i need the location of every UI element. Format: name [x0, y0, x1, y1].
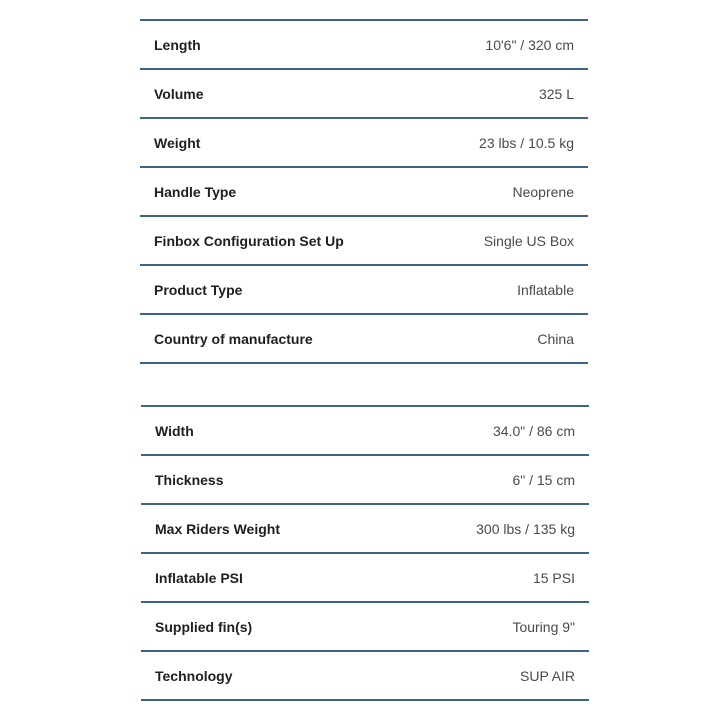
spec-value: 300 lbs / 135 kg	[476, 520, 575, 537]
spec-value: Neoprene	[512, 183, 574, 200]
spec-label: Max Riders Weight	[155, 520, 280, 537]
spec-table-primary	[140, 19, 588, 364]
spec-row-product-type	[140, 266, 588, 315]
spec-row-inflatable-psi	[141, 554, 589, 603]
spec-row-max-riders-weight	[141, 505, 589, 554]
spec-row-supplied-fins	[141, 603, 589, 652]
spec-label: Technology	[155, 667, 233, 684]
spec-label: Weight	[154, 134, 201, 151]
spec-label: Inflatable PSI	[155, 569, 243, 586]
spec-value: 325 L	[538, 85, 574, 102]
spec-row-thickness	[141, 456, 589, 505]
spec-label: Finbox Configuration Set Up	[154, 232, 344, 249]
spec-label: Volume	[154, 85, 204, 102]
spec-value: SUP AIR	[520, 667, 575, 684]
spec-value: China	[537, 330, 574, 347]
spec-value: Single US Box	[483, 232, 574, 249]
spec-label: Product Type	[154, 281, 243, 298]
spec-value: 6" / 15 cm	[512, 471, 575, 488]
spec-table-secondary	[141, 405, 589, 701]
spec-value: 10'6" / 320 cm	[485, 36, 574, 53]
spec-label: Country of manufacture	[154, 330, 313, 347]
spec-row-finbox-configuration	[140, 217, 588, 266]
spec-row-handle-type	[140, 168, 588, 217]
spec-row-length	[140, 21, 588, 70]
spec-row-weight	[140, 119, 588, 168]
spec-value: Inflatable	[517, 281, 574, 298]
spec-row-technology	[141, 652, 589, 701]
spec-label: Width	[155, 422, 194, 439]
spec-value: Touring 9"	[512, 618, 575, 635]
spec-label: Length	[154, 36, 201, 53]
spec-label: Supplied fin(s)	[155, 618, 253, 635]
spec-row-volume	[140, 70, 588, 119]
spec-value: 23 lbs / 10.5 kg	[479, 134, 574, 151]
spec-value: 15 PSI	[532, 569, 575, 586]
spec-row-country-of-manufacture	[140, 315, 588, 364]
spec-label: Handle Type	[154, 183, 237, 200]
spec-row-width	[141, 407, 589, 456]
spec-label: Thickness	[155, 471, 224, 488]
spec-value: 34.0" / 86 cm	[492, 422, 575, 439]
